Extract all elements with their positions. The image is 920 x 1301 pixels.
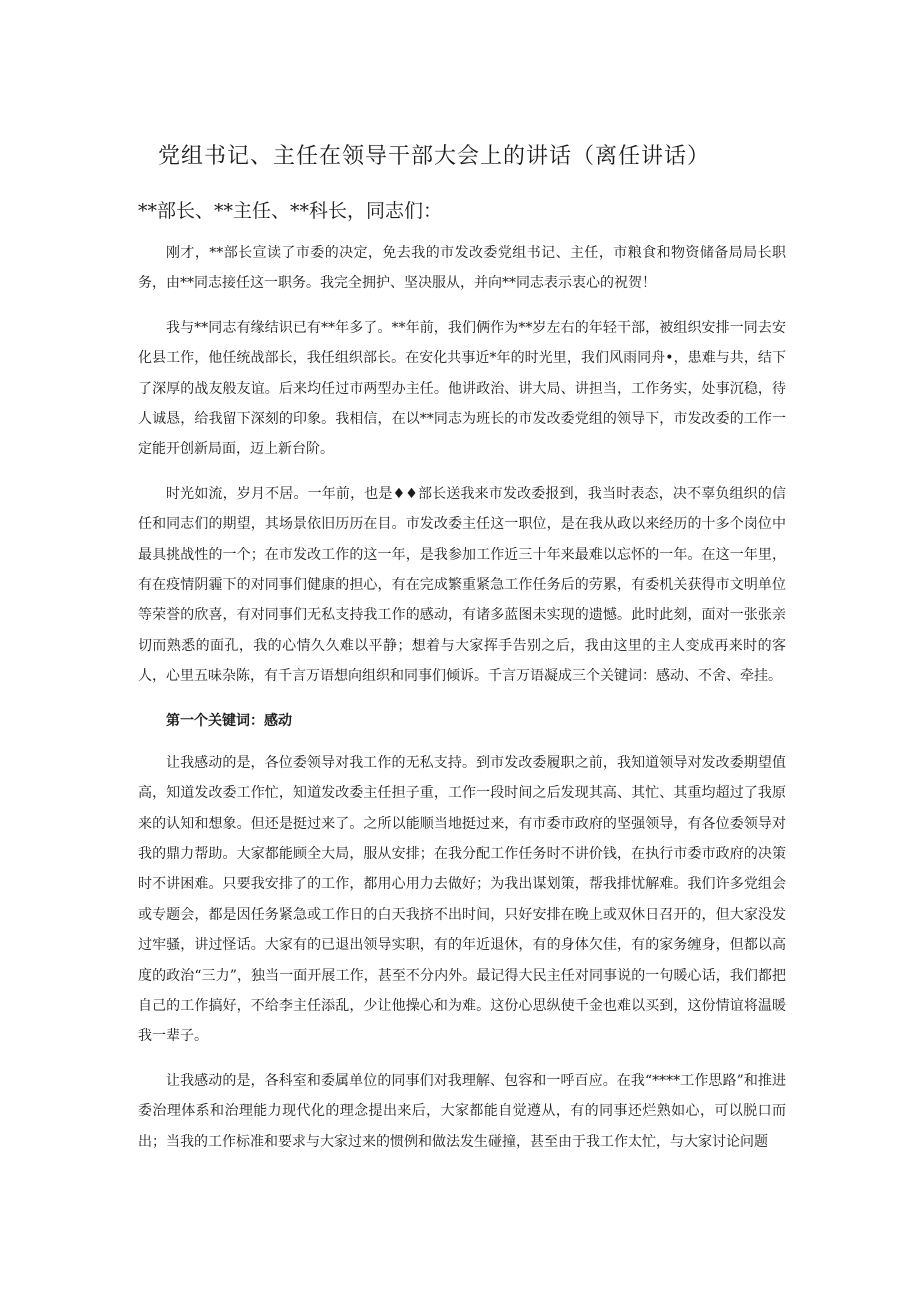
salutation: **部长、**主任、**科长，同志们： (138, 200, 443, 222)
section-heading: 第一个关键词：感动 (166, 712, 292, 729)
document-body (138, 238, 786, 1171)
paragraph-1: 刚才，**部长宣读了市委的决定，免去我的市发改委党组书记、主任，市粮食和物资储备局局长职务，由**同志接任这一职务。我完全拥护、坚决服从，并向**同志表示衷心的祝贺！ (138, 245, 786, 292)
paragraph-3: 时光如流，岁月不居。一年前，也是♦♦部长送我来市发改委报到，我当时表态，决不辜负组织的信任和同志们的期望，其场景依旧历历在目。市发改委主任这一职位，是在我从政以来经历的十多个岗位中最具挑战性的一个；在市发改工作的这一年，是我参加工作近三十年来最难以忘怀的一年。在这一年里，有在疫情阴霾下的对同事们健康的担心，有在完成繁重紧急工作任务后的劳累，有委机关获得市文明单位等荣誉的欣喜，有对同事们无私支持我工作的感动，有诸多蓝图未实现的遗憾。此时此刻，面对一张张亲切而熟悉的面孔，我的心情久久难以平静；想着与大家挥手告别之后，我由这里的主人变成再来时的客人，心里五味杂陈，有千言万语想向组织和同事们倾诉。千言万语凝成三个关键词：感动、不舍、牵挂。 (138, 485, 786, 685)
section-paragraph-2: 让我感动的是，各科室和委属单位的同事们对我理解、包容和一呼百应。在我“****工作思路”和推进委治理体系和治理能力现代化的理念提出来后，大家都能自觉遵从，有的同事还烂熟如心，可以脱口而出；当我的工作标准和要求与大家过来的惯例和做法发生碰撞，甚至由于我工作太忙，与大家讨论问题 (138, 1072, 786, 1150)
section-paragraph-1: 让我感动的是，各位委领导对我工作的无私支持。到市发改委履职之前，我知道领导对发改委期望值高，知道发改委工作忙，知道发改委主任担子重，工作一段时间之后发现其高、其忙、其重均超过了我原来的认知和想象。但还是挺过来了。之所以能顺当地挺过来，有市委市政府的坚强领导，有各位委领导对我的鼎力帮助。大家都能顾全大局，服从安排；在我分配工作任务时不讲价钱，在执行市委市政府的决策时不讲困难。只要我安排了的工作，都用心用力去做好；为我出谋划策，帮我排忧解难。我们许多党组会或专题会，都是因任务紧急或工作日的白天我挤不出时间，只好安排在晚上或双休日召开的，但大家没发过牢骚，讲过怪话。大家有的已退出领导实职，有的年近退休，有的身体欠佳，有的家务缠身，但都以高度的政治“三力”，独当一面开展工作，甚至不分内外。最记得大民主任对同事说的一句暖心话，我们都把自己的工作搞好，不给李主任添乱，少让他操心和为难。这份心思纵使千金也难以买到，这份情谊将温暖我一辈子。 (138, 754, 786, 1045)
paragraph-2: 我与**同志有缘结识已有**年多了。**年前，我们俩作为**岁左右的年轻干部，被组织安排一同去安化县工作，他任统战部长，我任组织部长。在安化共事近*年的时光里，我们风雨同舟•，患难与共，结下了深厚的战友般友谊。后来均任过市两型办主任。他讲政治、讲大局、讲担当，工作务实，处事沉稳，待人诚恳，给我留下深刻的印象。我相信，在以**同志为班长的市发改委党组的领导下，市发改委的工作一定能开创新局面，迈上新台阶。 (138, 319, 786, 458)
document-title: 党组书记、主任在领导干部大会上的讲话（离任讲话） (158, 144, 711, 169)
